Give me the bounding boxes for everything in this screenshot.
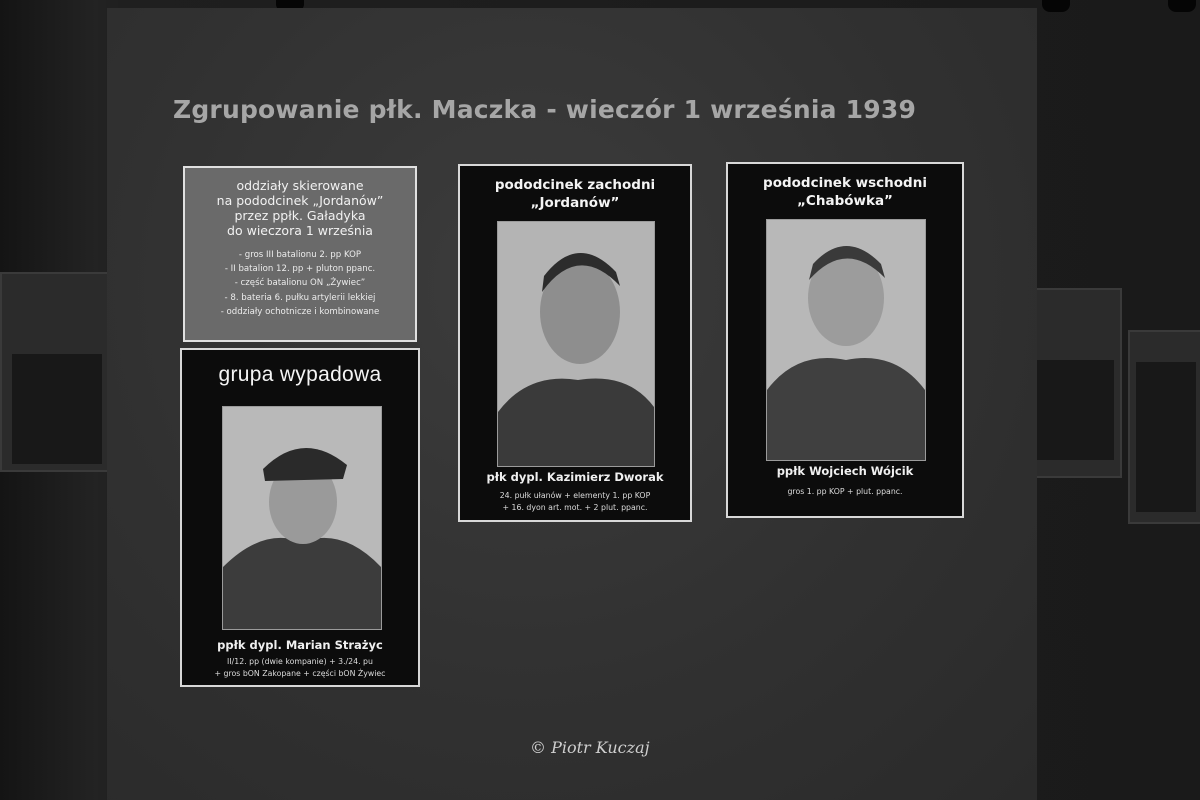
list-item: - oddziały ochotnicze i kombinowane bbox=[220, 306, 380, 317]
west-subsector-note: 24. pułk ułanów + elementy 1. pp KOP + 16. dyon art. mot. + 2 plut. ppanc. bbox=[499, 491, 651, 512]
raid-group-heading: grupa wypadowa bbox=[218, 363, 382, 386]
slide-title: Zgrupowanie płk. Maczka - wieczór 1 września 1939 bbox=[173, 95, 917, 124]
portrait-photo-dworak bbox=[497, 221, 655, 467]
portrait-photo-wojcik bbox=[766, 219, 926, 461]
list-item: - część batalionu ON „Żywiec” bbox=[234, 278, 366, 289]
west-subsector-commander: płk dypl. Kazimierz Dworak bbox=[486, 470, 664, 484]
west-subsector-heading: pododcinek zachodni „Jordanów” bbox=[494, 177, 656, 211]
wall-photo-left bbox=[0, 272, 116, 472]
ceiling-light bbox=[1042, 0, 1070, 12]
ceiling-light bbox=[1168, 0, 1196, 12]
raid-group-commander: ppłk dypl. Marian Strażyc bbox=[217, 638, 383, 652]
east-subsector-panel bbox=[726, 162, 964, 518]
raid-group-note: II/12. pp (dwie kompanie) + 3./24. pu + gros bON Zakopane + części bON Żywiec bbox=[214, 657, 386, 678]
east-subsector-commander: ppłk Wojciech Wójcik bbox=[776, 464, 914, 478]
units-info-panel bbox=[183, 166, 417, 342]
list-item: - II batalion 12. pp + pluton ppanc. bbox=[224, 264, 376, 275]
list-item: - 8. bateria 6. pułku artylerii lekkiej bbox=[224, 292, 376, 303]
east-subsector-heading: pododcinek wschodni „Chabówka” bbox=[763, 175, 927, 209]
list-item: - gros III batalionu 2. pp KOP bbox=[238, 250, 362, 260]
units-info-heading: oddziały skierowane na pododcinek „Jordanów” przez ppłk. Gaładyka do wieczora 1 września bbox=[216, 178, 384, 238]
west-subsector-panel bbox=[458, 164, 692, 522]
units-list bbox=[185, 248, 415, 319]
copyright-watermark: © Piotr Kuczaj bbox=[530, 738, 650, 757]
portrait-photo-strazyc bbox=[222, 406, 382, 630]
raid-group-panel bbox=[180, 348, 420, 687]
wall-photo-far-right bbox=[1128, 330, 1200, 524]
east-subsector-note: gros 1. pp KOP + plut. ppanc. bbox=[787, 487, 903, 496]
